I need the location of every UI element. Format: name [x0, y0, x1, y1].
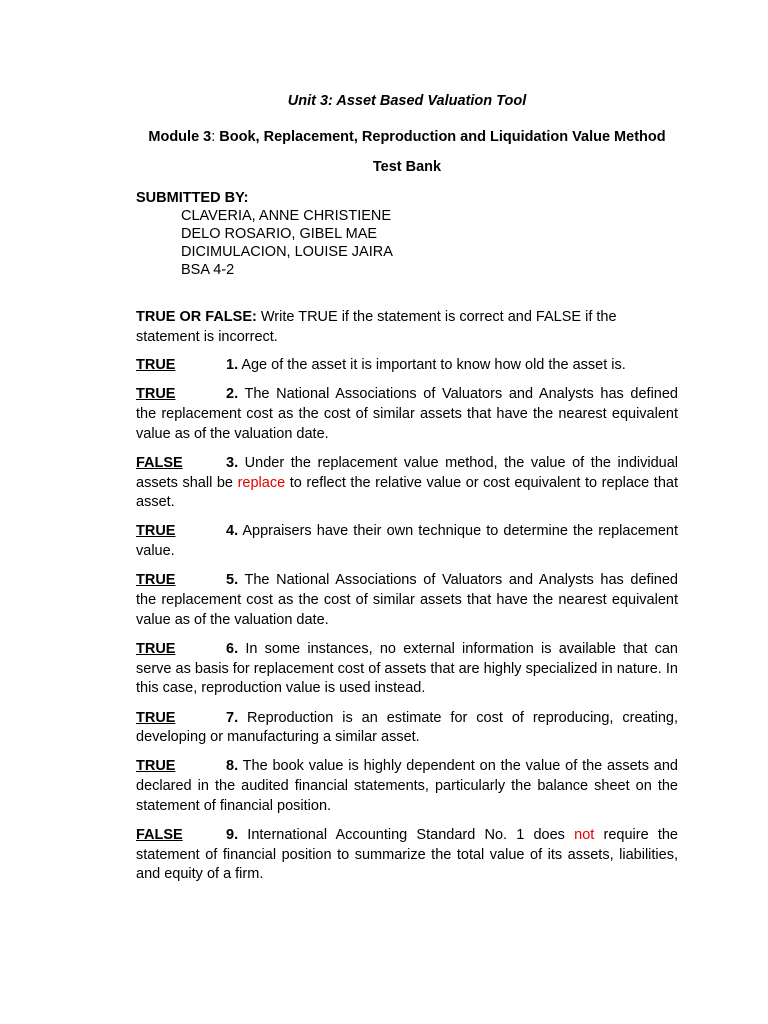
highlighted-word: not	[574, 827, 595, 844]
answer-label: FALSE	[136, 827, 183, 844]
question-item	[136, 454, 678, 513]
answer-label: TRUE	[136, 357, 176, 373]
member-name: CLAVERIA, ANNE CHRISTIENE	[181, 208, 392, 224]
question-number: 3.	[226, 454, 239, 471]
unit-title: Unit 3: Asset Based Valuation Tool	[287, 93, 527, 109]
question-text: In some instances, no external information is available that can serve as basis for replacement cost of assets that are highly specialized in nature. In this case, reproduction value is used instead.	[136, 640, 678, 697]
question-text: International Accounting Standard No. 1 does	[238, 827, 575, 844]
question-number: 9.	[226, 827, 239, 844]
question-text: Under the replacement value method, the value of the individual assets shall be	[136, 454, 678, 491]
document-subtitle: Test Bank	[372, 159, 442, 175]
question-text: Reproduction is an estimate for cost of reproducing, creating, developing or manufacturing a similar asset.	[136, 709, 678, 746]
question-number: 6.	[226, 640, 239, 657]
question-text: The National Associations of Valuators and Analysts has defined the replacement cost as the cost of similar assets that have the nearest equivalent value as of the valuation date.	[136, 572, 678, 628]
answer-label: FALSE	[136, 454, 183, 471]
instructions-text: Write TRUE if the statement is correct and FALSE if the statement is incorrect.	[136, 309, 617, 345]
section-label: BSA 4-2	[181, 262, 235, 278]
highlighted-word: replace	[237, 474, 286, 491]
question-number: 8.	[226, 758, 239, 775]
question-text: The National Associations of Valuators and Analysts has defined the replacement cost as the cost of similar assets that have the nearest equivalent value as of the valuation date.	[136, 386, 678, 442]
module-title	[136, 129, 678, 145]
answer-label: TRUE	[136, 640, 176, 657]
question-text: Appraisers have their own technique to determine the replacement value.	[136, 523, 678, 560]
submitted-by-block	[136, 189, 393, 279]
member-name: DELO ROSARIO, GIBEL MAE	[181, 226, 378, 242]
question-item	[136, 571, 678, 630]
question-number: 2.	[226, 386, 239, 403]
answer-label: TRUE	[136, 709, 176, 726]
question-number: 7.	[226, 709, 239, 726]
question-text: The book value is highly dependent on the value of the assets and declared in the audited financial statements, particularly the balance sheet on the statement of financial position.	[136, 758, 678, 814]
question-item	[136, 640, 678, 699]
answer-label: TRUE	[136, 572, 176, 589]
answer-label: TRUE	[136, 523, 176, 540]
module-colon: :	[211, 129, 216, 145]
module-prefix: Module 3	[148, 129, 212, 145]
question-number: 5.	[226, 572, 239, 589]
question-text: Age of the asset it is important to know how old the asset is.	[238, 357, 626, 373]
module-name: Book, Replacement, Reproduction and Liquidation Value Method	[215, 129, 666, 145]
question-item	[136, 757, 678, 816]
question-item	[136, 522, 678, 561]
submitted-by-label: SUBMITTED BY:	[136, 190, 249, 206]
instructions-lead: TRUE OR FALSE:	[136, 309, 257, 325]
member-name: DICIMULACION, LOUISE JAIRA	[181, 244, 393, 260]
question-number: 1.	[226, 357, 239, 373]
question-number: 4.	[226, 523, 239, 540]
question-list	[136, 356, 678, 895]
answer-label: TRUE	[136, 758, 176, 775]
instructions	[136, 308, 678, 347]
question-text-continued: require the statement of financial position to summarize the total value of its assets, liabilities, and equity of a firm.	[136, 827, 678, 883]
question-text-continued: to reflect the relative value or cost equivalent to replace that asset.	[136, 474, 678, 511]
question-item	[136, 356, 678, 376]
question-item	[136, 709, 678, 748]
answer-label: TRUE	[136, 386, 176, 403]
question-item	[136, 385, 678, 444]
question-item	[136, 826, 678, 885]
